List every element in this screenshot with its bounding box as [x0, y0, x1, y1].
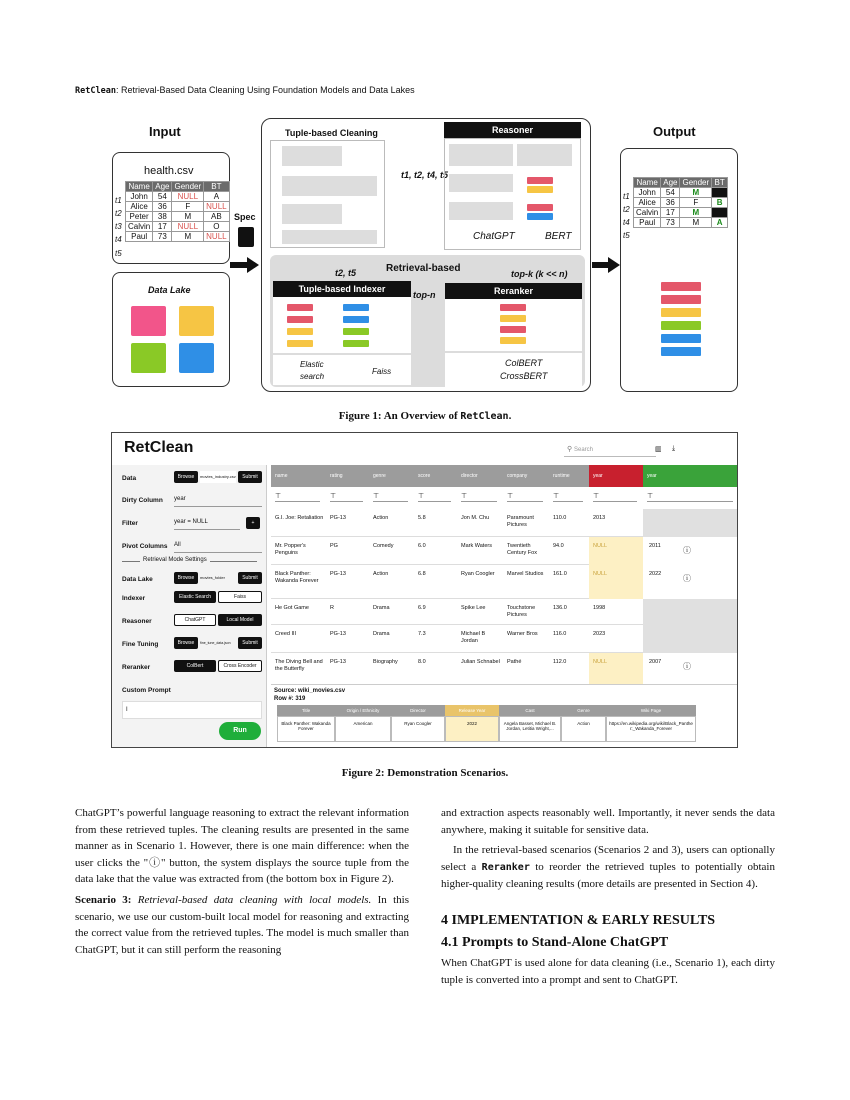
- info-icon[interactable]: ⓘ: [683, 574, 691, 583]
- table-cell[interactable]: 94.0: [553, 543, 564, 549]
- filter-icon[interactable]: ⊤: [275, 493, 320, 502]
- suggested-year-value: 2011: [649, 543, 661, 549]
- figure-1: Input Output health.csv Name Age Gender BT John 54 NULL A Alice 36 F NULL Peter 38 M AB Calvin 17 NULL O Paul 73 M NULL t1 t2 t3 t4 t5 Data Lake Spec Tuple-based Cleaning t1, t2, t4, t5 Reasoner ChatGPT BERT Retrieval-based t2, t5 top-k (k << n) Tuple-based Indexer Elastic search Faiss top-n Reranker ColBERT CrossBERT Name Age Gender BT John 54 M Alice 36 F B Calvin 17 M Paul 73 M A t1 t2 t4 t5: [75, 112, 775, 402]
- table-cell[interactable]: 161.0: [553, 571, 567, 577]
- source-column-header: Origin / Ethnicity: [335, 705, 391, 716]
- local-model-button[interactable]: Local Model: [218, 614, 262, 626]
- filter-icon[interactable]: ⊤: [553, 493, 583, 502]
- table-cell[interactable]: 110.0: [553, 515, 567, 521]
- table-row[interactable]: [271, 599, 643, 625]
- data-submit-button[interactable]: Submit: [238, 471, 262, 483]
- source-column-header: Wiki Page: [606, 705, 696, 716]
- source-column-header: Genre: [561, 705, 606, 716]
- columns-icon[interactable]: ▥: [655, 446, 662, 453]
- table-cell[interactable]: 5.8: [418, 515, 426, 521]
- table-cell[interactable]: Comedy: [373, 543, 394, 549]
- table-cell[interactable]: Julian Schnabel: [461, 659, 500, 665]
- lake-browse-button[interactable]: Browse: [174, 572, 198, 584]
- custom-prompt-input[interactable]: I: [122, 701, 262, 719]
- table-cell[interactable]: Mark Waters: [461, 543, 492, 549]
- table-cell[interactable]: Paramount Pictures: [507, 515, 534, 528]
- chatgpt-label: ChatGPT: [473, 231, 515, 242]
- arrow-right-icon: [608, 257, 620, 273]
- spec-label: Spec: [234, 212, 256, 222]
- table-cell[interactable]: 8.0: [418, 659, 426, 665]
- right-paragraph-3: When ChatGPT is used alone for data cleaning (i.e., Scenario 1), each dirty tuple is converted into a prompt and sent to ChatGPT.: [441, 957, 775, 986]
- table-cell[interactable]: Action: [373, 515, 389, 521]
- source-column-header: Director: [391, 705, 445, 716]
- source-column-header: Title: [277, 705, 335, 716]
- ft-submit-button[interactable]: Submit: [238, 637, 262, 649]
- table-cell[interactable]: Michael B Jordan: [461, 631, 486, 644]
- document-icon: [238, 227, 254, 247]
- add-filter-button[interactable]: +: [246, 517, 260, 529]
- table-cell[interactable]: Mr. Popper's Penguins: [275, 543, 306, 556]
- table-cell[interactable]: 7.3: [418, 631, 426, 637]
- source-column-header: Release Year: [445, 705, 499, 716]
- table-cell[interactable]: 6.0: [418, 543, 426, 549]
- source-cell: Black Panther: Wakanda Forever: [277, 716, 335, 742]
- table-cell[interactable]: Spike Lee: [461, 605, 486, 611]
- suggested-year-value: 2022: [649, 571, 662, 577]
- indexer-bar: Tuple-based Indexer: [273, 281, 411, 297]
- lake-submit-button[interactable]: Submit: [238, 572, 262, 584]
- colbert-button[interactable]: ColBert: [174, 660, 216, 672]
- source-cell: Angela Basset, Michael B. Jordan, Letitia Wright,...: [499, 716, 561, 742]
- colbert-label: ColBERT: [505, 358, 543, 368]
- top-n-label: top-n: [413, 290, 436, 300]
- input-title: Input: [149, 124, 181, 139]
- green-table-icon: [131, 343, 166, 373]
- output-title: Output: [653, 124, 696, 139]
- table-cell[interactable]: Action: [373, 571, 389, 577]
- source-cell: Action: [561, 716, 606, 742]
- table-cell[interactable]: Marvel Studios: [507, 571, 544, 577]
- section-4-heading: 4 IMPLEMENTATION & EARLY RESULTS: [441, 913, 716, 928]
- column-header-score[interactable]: score: [414, 465, 457, 487]
- table-cell[interactable]: Ryan Coogler: [461, 571, 495, 577]
- table-cell[interactable]: 2013: [593, 515, 606, 521]
- filter-icon[interactable]: ⊤: [330, 493, 363, 502]
- blue-table-icon: [179, 343, 214, 373]
- table-cell[interactable]: He Got Game: [275, 605, 309, 611]
- data-file-field[interactable]: movies_industry.csv: [200, 471, 236, 483]
- column-header-year[interactable]: year: [643, 465, 738, 487]
- column-header-rating[interactable]: rating: [326, 465, 369, 487]
- left-column: [75, 805, 409, 962]
- table-cell[interactable]: Touchstone Pictures: [507, 605, 536, 618]
- dirty-column-select[interactable]: year: [174, 493, 262, 507]
- source-cell: Ryan Coogler: [391, 716, 445, 742]
- column-header-company[interactable]: company: [503, 465, 549, 487]
- elastic-search-button[interactable]: Elastic Search: [174, 591, 216, 603]
- table-cell[interactable]: PG-13: [330, 515, 346, 521]
- settings-panel: Data Browse movies_industry.csv Submit Dirty Column year Filter year = NULL + Pivot Columns All Retrieval Mode Settings Data Lake Browse movies_folder Submit Indexer Elastic Search Faiss Reasoner ChatGPT Local Model Fine Tuning Browse fine_tune_data.json Submit Reranker ColBert Cross Encoder Custom Prompt I: [112, 465, 267, 748]
- tuple-t5: [282, 230, 377, 244]
- output-table: Name Age Gender BT John 54 M Alice 36 F B Calvin 17 M Paul 73 M A: [633, 177, 728, 228]
- chatgpt-button[interactable]: ChatGPT: [174, 614, 216, 626]
- table-cell[interactable]: The Diving Bell and the Butterfly: [275, 659, 323, 672]
- crossbert-label: CrossBERT: [500, 371, 548, 381]
- table-row[interactable]: [271, 509, 643, 537]
- t-list-2: t2, t5: [335, 268, 357, 278]
- faiss-button[interactable]: Faiss: [218, 591, 262, 603]
- table-cell[interactable]: NULL: [589, 565, 643, 599]
- source-label: Source: wiki_movies.csv: [274, 688, 346, 694]
- tuple-t1: [282, 146, 342, 166]
- figure-2-caption: Figure 2: Demonstration Scenarios.: [341, 767, 509, 779]
- table-cell[interactable]: Twentieth Century Fox: [507, 543, 537, 556]
- table-row[interactable]: [271, 653, 643, 685]
- tuple-cleaning-title: Tuple-based Cleaning: [285, 128, 378, 138]
- table-cell[interactable]: 136.0: [553, 605, 567, 611]
- reranker-bar: Reranker: [445, 283, 582, 299]
- column-header-year[interactable]: year: [589, 465, 643, 487]
- table-cell[interactable]: 116.0: [553, 631, 567, 637]
- retrieval-based-label: Retrieval-based: [386, 263, 461, 274]
- source-row: Row #: 319: [274, 696, 306, 702]
- suggested-year-cell: [643, 509, 738, 537]
- table-cell[interactable]: NULL: [589, 653, 643, 685]
- yellow-table-icon: [179, 306, 214, 336]
- table-cell[interactable]: Creed III: [275, 631, 297, 637]
- column-header-director[interactable]: director: [457, 465, 503, 487]
- top-k-label: top-k (k << n): [511, 269, 568, 279]
- input-table: Name Age Gender BT John 54 NULL A Alice 36 F NULL Peter 38 M AB Calvin 17 NULL O Paul 73 M NULL: [125, 181, 230, 242]
- right-column: [441, 805, 775, 897]
- table-cell[interactable]: Drama: [373, 605, 390, 611]
- table-cell[interactable]: PG-13: [330, 631, 346, 637]
- data-browse-button[interactable]: Browse: [174, 471, 198, 483]
- tuple-t4: [282, 204, 342, 224]
- reasoner-bar: Reasoner: [444, 122, 581, 138]
- pink-table-icon: [131, 306, 166, 336]
- table-cell[interactable]: Black Panther: Wakanda Forever: [275, 571, 319, 584]
- table-cell[interactable]: Warner Bros: [507, 631, 538, 637]
- source-column-header: Cast: [499, 705, 561, 716]
- table-cell[interactable]: PG-13: [330, 659, 346, 665]
- filter-icon[interactable]: ⊤: [373, 493, 408, 502]
- run-button[interactable]: Run: [219, 722, 261, 740]
- filter-icon[interactable]: ⊤: [507, 493, 543, 502]
- info-icon[interactable]: ⓘ: [683, 662, 691, 671]
- filter-icon[interactable]: ⊤: [647, 493, 733, 502]
- section-4-1-heading: 4.1 Prompts to Stand-Alone ChatGPT: [441, 935, 669, 950]
- column-header-runtime[interactable]: runtime: [549, 465, 589, 487]
- table-row[interactable]: [271, 625, 643, 653]
- table-cell[interactable]: Biography: [373, 659, 398, 665]
- info-icon[interactable]: ⓘ: [683, 546, 691, 555]
- cross-encoder-button[interactable]: Cross Encoder: [218, 660, 262, 672]
- search-input[interactable]: Search: [564, 443, 656, 457]
- table-cell[interactable]: PG-13: [330, 571, 346, 577]
- table-cell[interactable]: Pathé: [507, 659, 522, 665]
- lake-folder-field[interactable]: movies_folder: [200, 575, 225, 580]
- table-cell[interactable]: R: [330, 605, 334, 611]
- table-cell[interactable]: NULL: [589, 537, 643, 565]
- left-paragraph-1: ChatGPT’s powerful language reasoning to extract the relevant information from these retrieved tuples. The cleaning results are presented in the same manner as in Scenario 1. However, there is one main difference: when the user clicks the "ⓘ" button, the system displays the source tuple from the data lake that the value was extracted from (the bottom box in Figure 2).: [75, 807, 409, 886]
- arrow-right-icon: [247, 257, 259, 273]
- suggested-year-cell: [643, 599, 738, 625]
- table-row[interactable]: [271, 537, 643, 565]
- t-list-1: t1, t2, t4, t5: [401, 170, 449, 180]
- table-cell[interactable]: PG: [330, 543, 338, 549]
- left-paragraph-2: Scenario 3: Retrieval-based data cleaning with local models. In this scenario, we use our custom-built local model for reasoning and extracting the correct value from the retrieved tuples. The model is much smaller than ChatGPT, but it can still perform the reasoning: [75, 893, 410, 956]
- suggested-year-cell: [643, 625, 738, 653]
- table-cell[interactable]: 112.0: [553, 659, 567, 665]
- tuple-t2: [282, 176, 377, 196]
- pivot-columns-select[interactable]: All: [174, 539, 262, 553]
- right-paragraph-1: and extraction aspects reasonably well. Importantly, it never sends the data anywhere, making it suitable for sensitive data.: [441, 807, 775, 836]
- figure-1-caption: Figure 1: An Overview of RetClean.: [338, 410, 512, 422]
- right-paragraph-2: In the retrieval-based scenarios (Scenarios 2 and 3), users can optionally select a Reranker to reorder the retrieved tuples to potentially obtain higher-quality cleaning results (more details are presented in Section 4).: [441, 844, 775, 891]
- ft-browse-button[interactable]: Browse: [174, 637, 198, 649]
- table-cell[interactable]: 6.9: [418, 605, 426, 611]
- table-cell[interactable]: Drama: [373, 631, 390, 637]
- app-brand: RetClean: [124, 439, 194, 456]
- suggested-year-value: 2007: [649, 659, 662, 665]
- data-lake-title: Data Lake: [148, 285, 191, 295]
- elastic-label-1: Elastic: [300, 360, 324, 369]
- download-icon[interactable]: ⤓: [672, 445, 676, 452]
- filter-icon[interactable]: ⊤: [593, 493, 637, 502]
- search-icon: ⚲: [567, 446, 573, 453]
- data-lake-panel: [112, 272, 230, 387]
- source-cell: American: [335, 716, 391, 742]
- bert-label: BERT: [545, 231, 572, 242]
- table-cell[interactable]: G.I. Joe: Retaliation: [275, 515, 324, 521]
- elastic-label-2: search: [300, 372, 325, 381]
- table-cell[interactable]: 6.8: [418, 571, 426, 577]
- retrieval-settings-heading: Retrieval Mode Settings: [140, 557, 210, 563]
- source-tuple-box: [271, 684, 738, 748]
- source-cell: https://en.wikipedia.org/wiki/Black_Panther:_Wakanda_Forever: [606, 716, 696, 742]
- column-header-genre[interactable]: genre: [369, 465, 414, 487]
- table-cell[interactable]: Jon M. Chu: [461, 515, 490, 521]
- red-tuples-icon: [527, 177, 553, 184]
- table-row[interactable]: [271, 565, 643, 599]
- figure-2-app: [111, 432, 738, 748]
- source-cell: 2022: [445, 716, 499, 742]
- column-header-name[interactable]: name: [271, 465, 326, 487]
- table-cell[interactable]: 1998: [593, 605, 606, 611]
- filter-input[interactable]: year = NULL: [174, 516, 240, 530]
- filter-icon[interactable]: ⊤: [461, 493, 497, 502]
- file-name: health.csv: [144, 165, 194, 177]
- table-cell[interactable]: 2023: [593, 631, 606, 637]
- faiss-label: Faiss: [372, 367, 392, 376]
- ft-file-field[interactable]: fine_tune_data.json: [200, 641, 231, 645]
- filter-icon[interactable]: ⊤: [418, 493, 451, 502]
- running-header: RetClean: Retrieval-Based Data Cleaning Using Foundation Models and Data Lakes: [75, 85, 415, 96]
